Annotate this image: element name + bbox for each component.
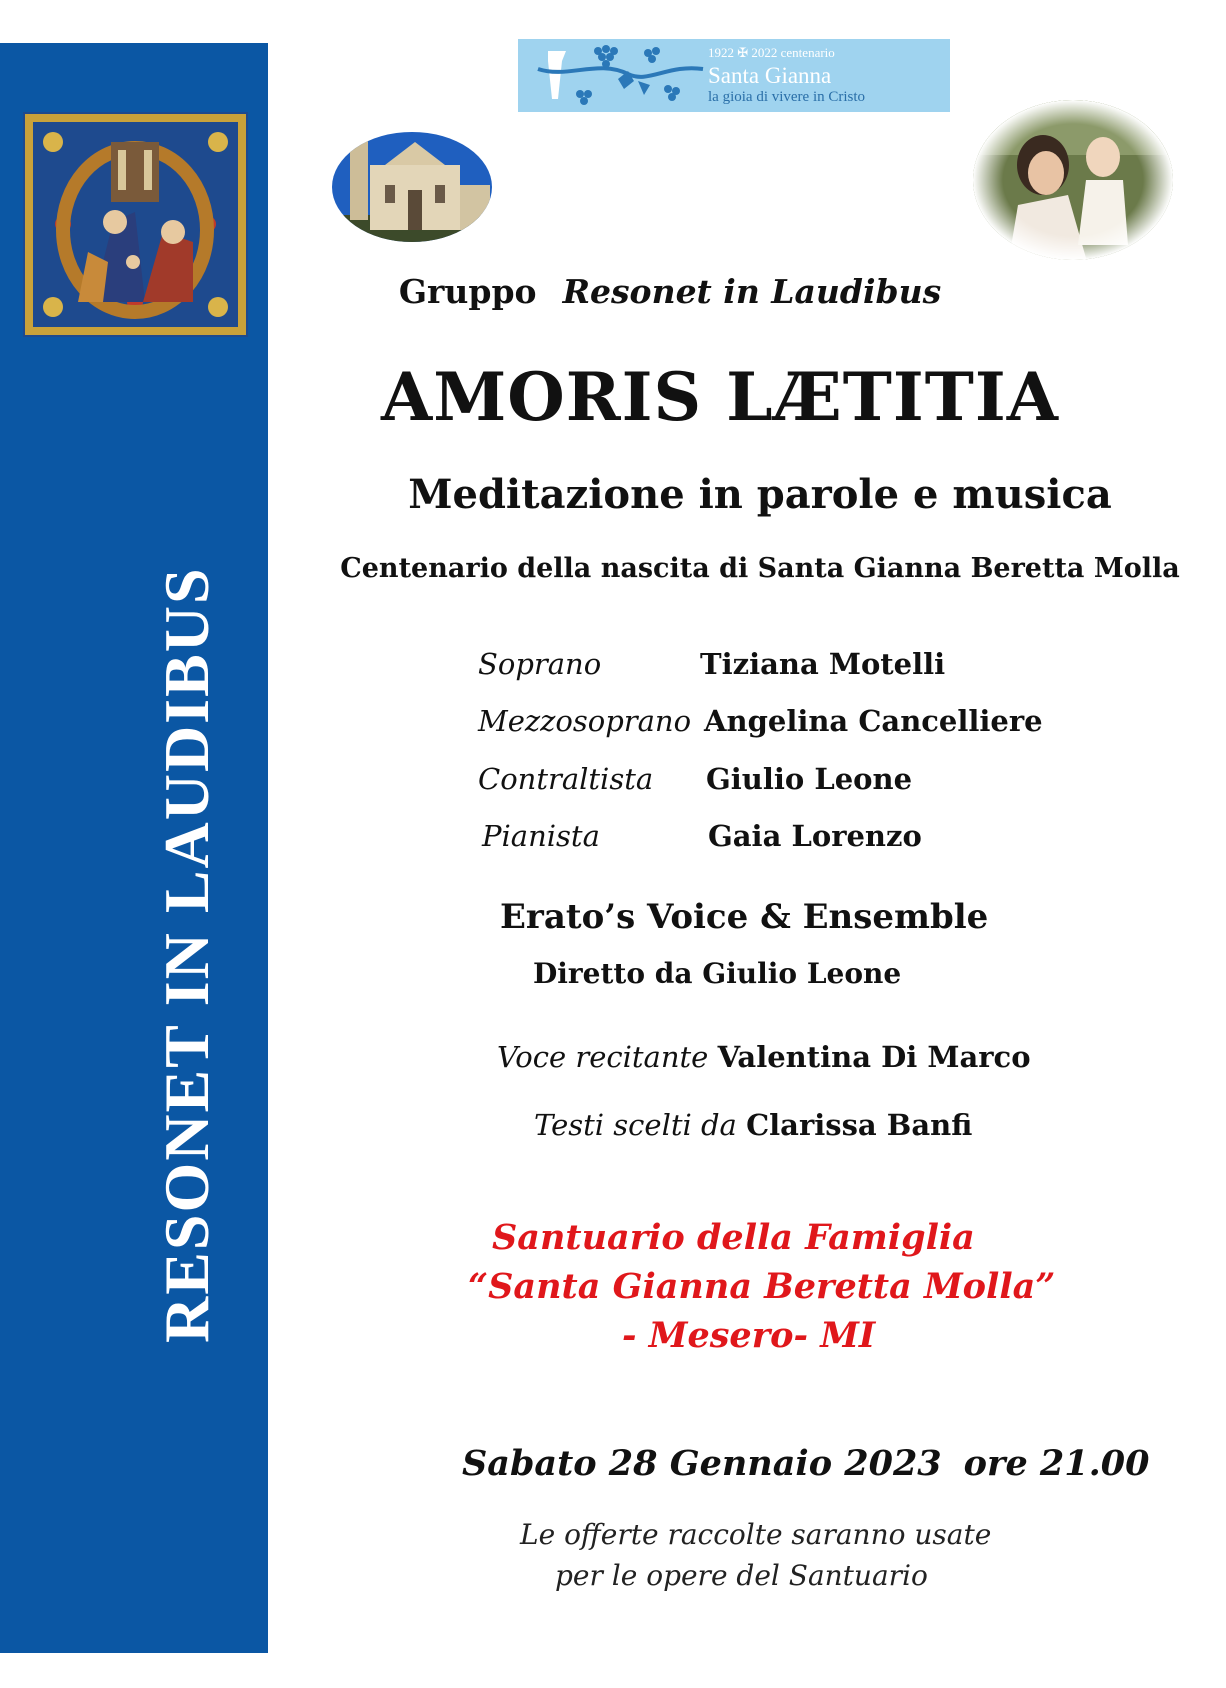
venue-line-3: - Mesero- MI xyxy=(622,1315,876,1356)
banner-title: Santa Gianna xyxy=(708,63,832,88)
illuminated-manuscript-image xyxy=(23,112,248,337)
page-subtitle: Meditazione in parole e musica xyxy=(408,471,1112,518)
group-name: Resonet in Laudibus xyxy=(562,272,942,311)
narrator-name: Valentina Di Marco xyxy=(717,1040,1031,1074)
ensemble-name: Erato’s Voice & Ensemble xyxy=(500,897,989,937)
centenary-banner xyxy=(518,39,950,112)
performer-role: Contraltista xyxy=(478,762,654,796)
narrator-line xyxy=(497,1040,1031,1074)
santa-gianna-portrait xyxy=(968,95,1178,265)
group-line xyxy=(230,272,1110,311)
page-title: AMORIS LÆTITIA xyxy=(381,358,1059,436)
vine-cross-icon xyxy=(518,39,708,112)
narrator-label: Voce recitante xyxy=(497,1040,709,1074)
performer-role: Soprano xyxy=(478,647,602,681)
venue-line-1: Santuario della Famiglia xyxy=(492,1217,975,1258)
donation-note-line-1: Le offerte raccolte saranno usate xyxy=(520,1518,992,1551)
event-time: ore 21.00 xyxy=(963,1443,1150,1484)
banner-years: 1922 ✠ 2022 centenario xyxy=(708,45,835,60)
group-label: Gruppo xyxy=(398,272,537,311)
performer-name: Angelina Cancelliere xyxy=(704,704,1043,738)
event-date: Sabato 28 Gennaio 2023 xyxy=(462,1443,942,1484)
performer-name: Tiziana Motelli xyxy=(700,647,946,681)
texts-line xyxy=(534,1108,972,1142)
banner-subtitle: la gioia di vivere in Cristo xyxy=(708,89,866,105)
sidebar-title: RESONET IN LAUDIBUS xyxy=(151,566,222,1343)
venue-line-2: “Santa Gianna Beretta Molla” xyxy=(468,1266,1056,1307)
texts-author: Clarissa Banfi xyxy=(746,1108,973,1142)
texts-label: Testi scelti da xyxy=(534,1108,737,1142)
donation-note-line-2: per le opere del Santuario xyxy=(555,1559,928,1592)
sidebar xyxy=(0,43,268,1653)
ensemble-director: Diretto da Giulio Leone xyxy=(533,957,902,990)
performer-role: Pianista xyxy=(482,819,600,853)
sanctuary-photo xyxy=(330,130,495,245)
centenary-tagline: Centenario della nascita di Santa Gianna Beretta Molla xyxy=(340,553,1180,584)
event-datetime xyxy=(462,1443,1150,1484)
performer-name: Giulio Leone xyxy=(706,762,913,796)
performer-name: Gaia Lorenzo xyxy=(708,819,922,853)
performer-role: Mezzosoprano xyxy=(478,704,692,738)
